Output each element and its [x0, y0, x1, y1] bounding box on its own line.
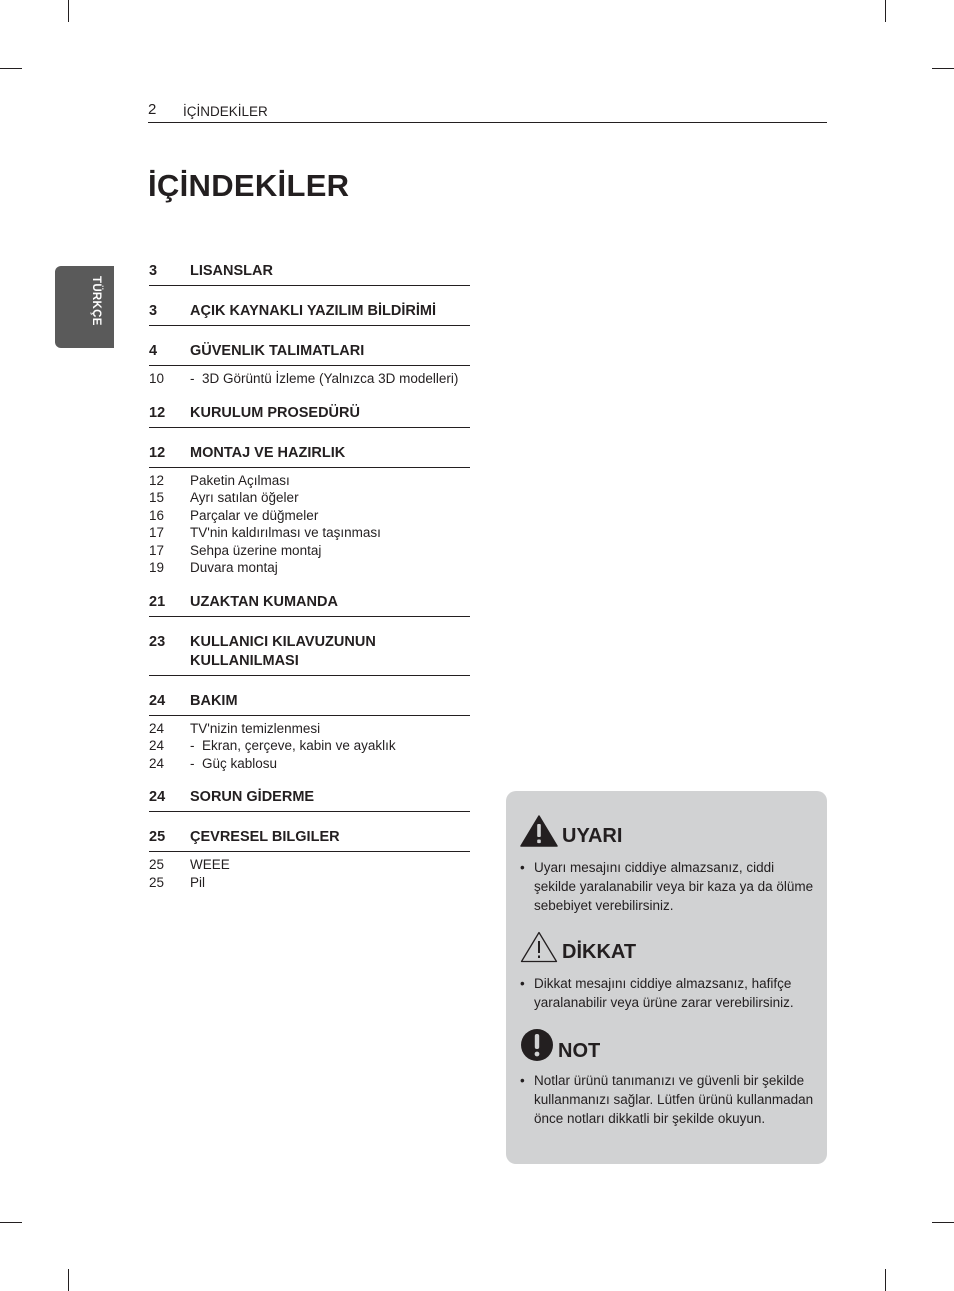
- toc-subentry: [149, 370, 470, 388]
- toc-section-page: 21: [149, 593, 166, 610]
- toc-section-page: 23: [149, 633, 166, 650]
- toc-subentry: [149, 489, 470, 507]
- note-body: Notlar ürünü tanımanızı ve güvenli bir şekilde kullanmanızı sağlar. Lütfen ürünü kullanmadan önce notları dikkatli bir şekilde okuyun.: [534, 1073, 814, 1126]
- crop-mark: [932, 1222, 954, 1223]
- toc-section: [149, 593, 470, 617]
- running-header-title: İÇİNDEKİLER: [183, 104, 268, 119]
- note-text: [520, 1071, 814, 1128]
- toc-section-heading: [149, 633, 470, 676]
- toc-section: [149, 444, 470, 577]
- warning-text: [520, 858, 814, 915]
- crop-mark: [0, 68, 22, 69]
- toc-subentries: [149, 366, 470, 388]
- running-header: [148, 100, 827, 123]
- toc-section-title: AÇIK KAYNAKLI YAZILIM BİLDİRİMİ: [190, 303, 436, 319]
- page-title: İÇİNDEKİLER: [148, 168, 350, 203]
- toc-subentry: [149, 737, 470, 755]
- crop-mark: [885, 1269, 886, 1291]
- caution-text: [520, 974, 814, 1012]
- toc-subentry-page: 17: [149, 542, 165, 558]
- toc-section: [149, 633, 470, 676]
- toc-section-title: BAKIM: [190, 692, 238, 709]
- toc-subentry-title: - Ekran, çerçeve, kabin ve ayaklık: [190, 737, 470, 755]
- toc-subentry-title: Ayrı satılan öğeler: [190, 490, 299, 505]
- warning-heading: [520, 815, 622, 847]
- caution-body: Dikkat mesajını ciddiye almazsanız, hafifçe yaralanabilir veya ürüne zarar verebilirsiniz.: [534, 976, 794, 1010]
- toc-subentry-page: 10: [149, 371, 165, 386]
- toc-section-heading: [149, 262, 470, 286]
- toc-section-heading: [149, 302, 470, 326]
- toc-subentry: [149, 507, 470, 525]
- toc-section-title: KULLANICI KILAVUZUNUN KULLANILMASI: [190, 633, 376, 669]
- toc-subentry: [149, 755, 470, 773]
- toc-subentry: [149, 542, 470, 560]
- toc-subentry-title: Sehpa üzerine montaj: [190, 542, 322, 558]
- toc-subentry-page: 24: [149, 720, 165, 736]
- toc-section-title: GÜVENLIK TALIMATLARI: [190, 343, 365, 359]
- warning-icon: [520, 815, 558, 847]
- toc-section: [149, 788, 470, 812]
- toc-subentry-title: - Güç kablosu: [190, 755, 470, 773]
- crop-mark: [68, 1269, 69, 1291]
- toc-section-title: SORUN GİDERME: [190, 789, 315, 805]
- toc-section-title: UZAKTAN KUMANDA: [190, 593, 338, 610]
- toc-section-page: 3: [149, 263, 158, 279]
- toc-section-heading: [149, 692, 470, 716]
- bullet: •: [520, 1073, 525, 1088]
- toc-subentry: [149, 472, 470, 490]
- crop-mark: [68, 0, 69, 22]
- toc-subentry-page: 19: [149, 560, 165, 575]
- toc-section-page: 12: [149, 404, 166, 421]
- toc-section-title: MONTAJ VE HAZIRLIK: [190, 444, 346, 461]
- toc-subentry-page: 17: [149, 525, 165, 540]
- table-of-contents: [149, 262, 470, 907]
- crop-mark: [932, 68, 954, 69]
- toc-subentries: [149, 468, 470, 577]
- toc-subentry: [149, 856, 470, 874]
- toc-subentry-page: 24: [149, 738, 165, 753]
- crop-mark: [0, 1222, 22, 1223]
- note-icon: [520, 1028, 554, 1062]
- toc-subentry-title: Pil: [190, 874, 206, 890]
- toc-subentry-title: TV'nizin temizlenmesi: [190, 720, 321, 736]
- toc-subentry: [149, 559, 470, 577]
- toc-section-title: ÇEVRESEL BILGILER: [190, 829, 340, 845]
- toc-subentry-title: TV'nin kaldırılması ve taşınması: [190, 525, 381, 540]
- toc-section-page: 4: [149, 343, 158, 359]
- toc-subentry-title: Duvara montaj: [190, 560, 278, 575]
- caution-heading: [520, 931, 636, 963]
- toc-subentry: [149, 524, 470, 542]
- toc-section: [149, 262, 470, 286]
- toc-subentry-page: 12: [149, 472, 165, 488]
- toc-subentry-page: 25: [149, 874, 165, 890]
- toc-subentry-title: Paketin Açılması: [190, 472, 290, 488]
- toc-section-title: KURULUM PROSEDÜRÜ: [190, 404, 360, 421]
- toc-section-page: 24: [149, 789, 166, 805]
- caution-label: DİKKAT: [562, 941, 637, 963]
- toc-section-heading: [149, 444, 470, 468]
- toc-subentries: [149, 852, 470, 891]
- toc-section-heading: [149, 593, 470, 617]
- toc-section-heading: [149, 342, 470, 366]
- toc-section: [149, 404, 470, 428]
- toc-subentries: [149, 716, 470, 773]
- toc-section: [149, 692, 470, 773]
- toc-subentry: [149, 874, 470, 892]
- toc-subentry-title: WEEE: [190, 857, 230, 872]
- toc-subentry-page: 24: [149, 755, 165, 771]
- notice-box: [506, 791, 827, 1164]
- toc-section-title: LISANSLAR: [190, 263, 273, 279]
- toc-section: [149, 828, 470, 891]
- toc-section-page: 25: [149, 829, 166, 845]
- toc-subentry-page: 25: [149, 857, 165, 872]
- toc-subentry-page: 15: [149, 490, 165, 505]
- bullet: •: [520, 860, 525, 875]
- toc-section-heading: [149, 788, 470, 812]
- bullet: •: [520, 976, 525, 991]
- warning-label: UYARI: [562, 825, 623, 847]
- language-tab-label: TÜRKÇE: [90, 276, 102, 326]
- toc-section-page: 12: [149, 444, 166, 461]
- language-tab: [55, 266, 114, 348]
- toc-section-heading: [149, 828, 470, 852]
- crop-mark: [885, 0, 886, 22]
- toc-section: [149, 342, 470, 388]
- toc-section-heading: [149, 404, 470, 428]
- caution-icon: [520, 931, 558, 963]
- note-label: NOT: [558, 1040, 601, 1062]
- note-heading: [520, 1028, 600, 1062]
- toc-section: [149, 302, 470, 326]
- toc-subentry-title: Parçalar ve düğmeler: [190, 507, 319, 523]
- page-number: 2: [148, 101, 157, 118]
- warning-body: Uyarı mesajını ciddiye almazsanız, ciddi şekilde yaralanabilir veya bir kaza ya da ölüme sebebiyet verebilirsiniz.: [534, 860, 814, 913]
- toc-subentry: [149, 720, 470, 738]
- toc-subentry-page: 16: [149, 507, 165, 523]
- toc-section-page: 24: [149, 692, 166, 709]
- toc-section-page: 3: [149, 303, 158, 319]
- toc-subentry-title: - 3D Görüntü İzleme (Yalnızca 3D modelleri): [190, 370, 470, 388]
